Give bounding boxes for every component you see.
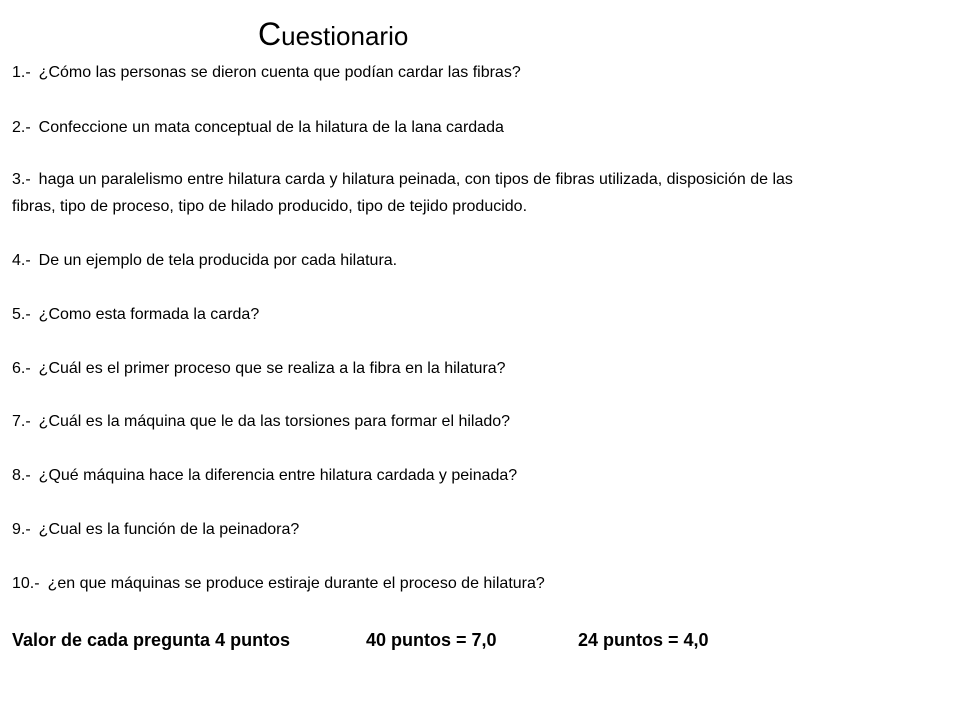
question-number: 6.- (12, 360, 31, 377)
question-number: 7.- (12, 413, 31, 430)
scoring-pass: 24 puntos = 4,0 (578, 630, 709, 650)
question-text: ¿Qué máquina hace la diferencia entre hilatura cardada y peinada? (38, 467, 518, 484)
scoring-line (12, 626, 709, 654)
page-title (258, 14, 408, 56)
question-number: 5.- (12, 306, 31, 323)
question-7 (12, 409, 510, 435)
question-number: 9.- (12, 521, 31, 538)
question-number: 10.- (12, 575, 40, 592)
question-number: 1.- (12, 64, 31, 81)
title-first-letter: C (258, 16, 282, 52)
question-3 (12, 167, 793, 193)
question-number: 3.- (12, 171, 31, 188)
question-text: ¿Cuál es el primer proceso que se realiza a la fibra en la hilatura? (38, 360, 506, 377)
question-text: ¿en que máquinas se produce estiraje durante el proceso de hilatura? (47, 575, 545, 592)
question-8 (12, 463, 517, 489)
title-rest: uestionario (281, 21, 409, 51)
question-9 (12, 517, 299, 543)
scoring-per-question: Valor de cada pregunta 4 puntos (12, 630, 291, 650)
question-text: ¿Cuál es la máquina que le da las torsiones para formar el hilado? (38, 413, 511, 430)
question-5 (12, 302, 259, 328)
question-number: 8.- (12, 467, 31, 484)
question-text: ¿Cual es la función de la peinadora? (38, 521, 300, 538)
question-3-continuation: fibras, tipo de proceso, tipo de hilado producido, tipo de tejido producido. (12, 198, 528, 215)
question-1 (12, 60, 521, 86)
question-number: 2.- (12, 119, 31, 136)
question-4 (12, 248, 397, 274)
question-text: Confeccione un mata conceptual de la hilatura de la lana cardada (38, 119, 504, 136)
question-text: ¿Como esta formada la carda? (38, 306, 260, 323)
question-number: 4.- (12, 252, 31, 269)
question-text: ¿Cómo las personas se dieron cuenta que podían cardar las fibras? (38, 64, 521, 81)
question-2 (12, 115, 504, 141)
question-10 (12, 571, 545, 597)
question-6 (12, 356, 506, 382)
question-text: haga un paralelismo entre hilatura carda y hilatura peinada, con tipos de fibras utilizada, disposición de las (38, 171, 793, 188)
scoring-max: 40 puntos = 7,0 (366, 630, 497, 650)
question-text: De un ejemplo de tela producida por cada hilatura. (38, 252, 398, 269)
